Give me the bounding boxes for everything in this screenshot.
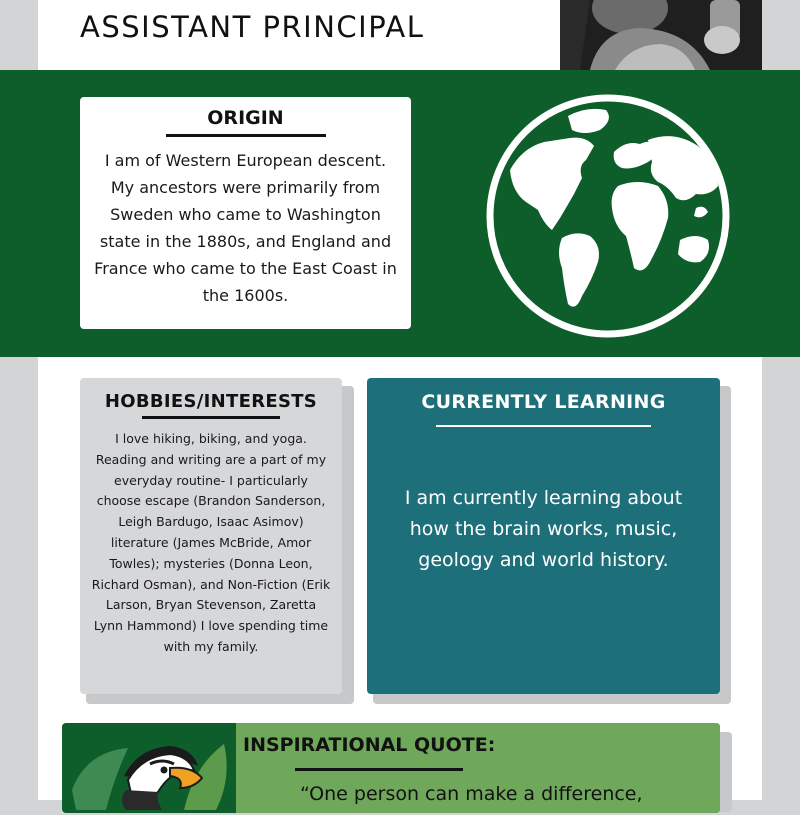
globe-icon bbox=[482, 90, 734, 342]
quote-heading-rule bbox=[295, 768, 463, 771]
quote-text: “One person can make a difference, bbox=[300, 783, 643, 805]
profile-photo bbox=[560, 0, 762, 70]
hobbies-heading-rule bbox=[142, 416, 280, 419]
origin-heading: ORIGIN bbox=[207, 107, 284, 129]
quote-heading: INSPIRATIONAL QUOTE: bbox=[243, 734, 496, 756]
learning-card bbox=[367, 378, 720, 694]
hobbies-heading: HOBBIES/INTERESTS bbox=[104, 391, 318, 412]
eagle-mascot-icon bbox=[66, 730, 236, 810]
learning-heading: CURRENTLY LEARNING bbox=[421, 391, 666, 413]
learning-text: I am currently learning about how the brain works, music, geology and world history. bbox=[404, 487, 683, 571]
page-title: ASSISTANT PRINCIPAL bbox=[80, 10, 425, 44]
origin-card bbox=[80, 97, 411, 329]
hobbies-text: I love hiking, biking, and yoga. Reading and writing are a part of my everyday routine- I particularly choose escape (Brandon Sanderson, Leigh Bardugo, Isaac Asimov) literature (James McBride, Amor Towles); mysteries (Donna Leon, Richard Osman), and Non-Fiction (Erik Larson, Bryan Stevenson, Zaretta Lynn Hammond) I love spending time with my family. bbox=[91, 431, 331, 654]
origin-heading-rule bbox=[166, 134, 326, 137]
hobbies-card bbox=[80, 378, 342, 694]
learning-heading-rule bbox=[436, 425, 651, 427]
origin-text: I am of Western European descent. My ancestors were primarily from Sweden who came to Washington state in the 1880s, and England and France who came to the East Coast in the 1600s. bbox=[94, 151, 397, 305]
